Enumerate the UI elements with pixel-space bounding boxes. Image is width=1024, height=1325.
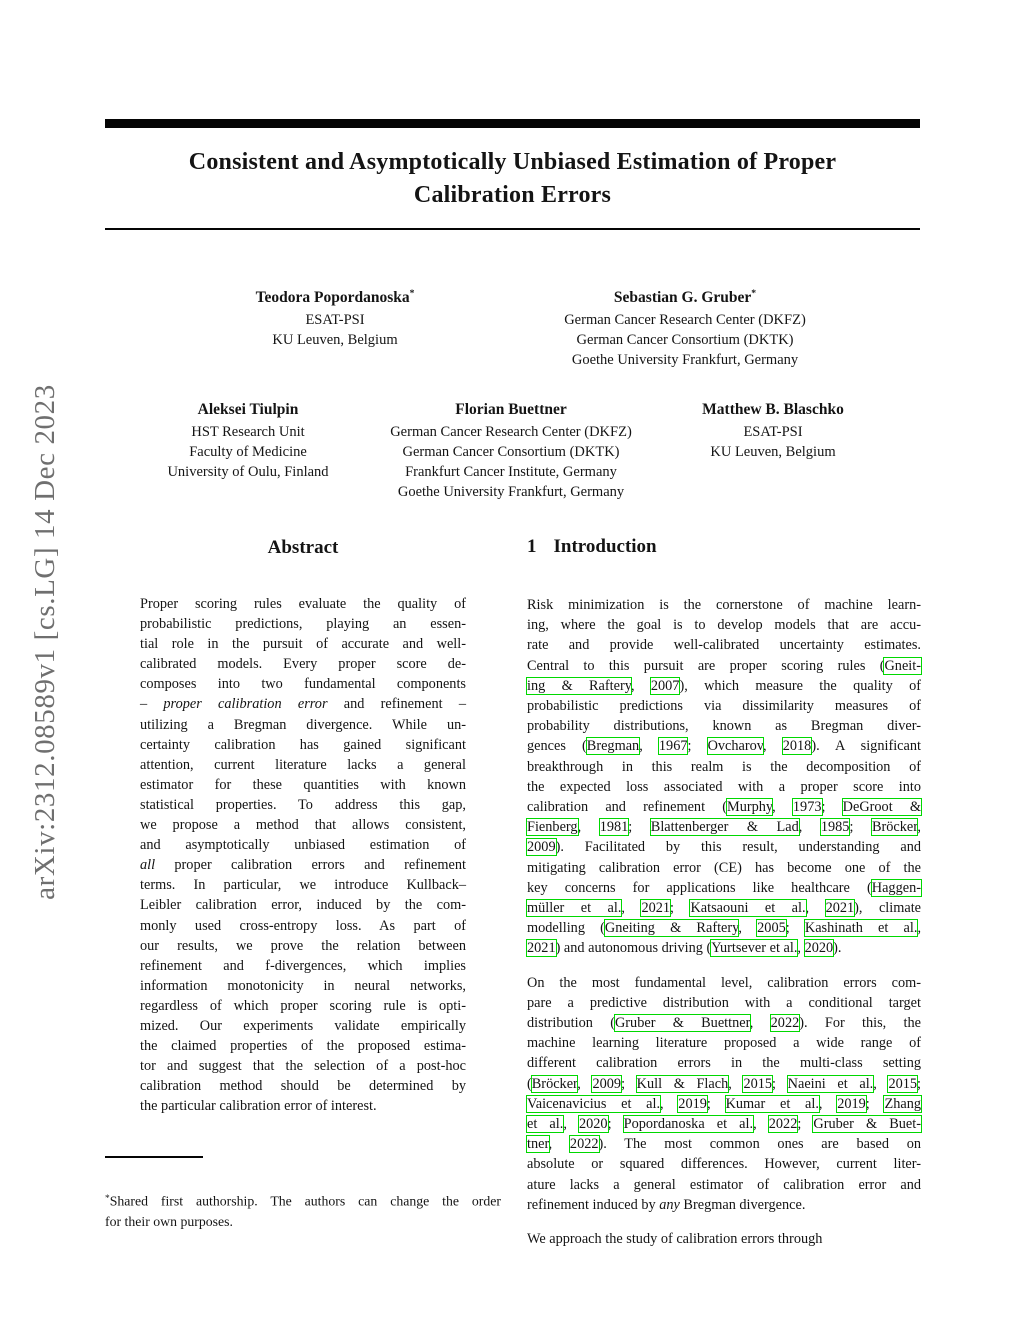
text-segment: ;	[687, 738, 708, 755]
citation-link[interactable]: Yurtsever et al.	[711, 940, 798, 957]
author-affiliation: ESAT-PSI	[743, 424, 803, 440]
text-line	[140, 835, 466, 855]
text-segment: and asymptotically unbiased estimation of	[140, 837, 466, 854]
citation-link[interactable]: 2019	[837, 1095, 866, 1112]
text-line	[527, 918, 921, 938]
citation-link[interactable]: 1973	[792, 799, 822, 816]
author-affiliation: Goethe University Frankfurt, Germany	[397, 484, 625, 500]
paragraph	[527, 973, 921, 1215]
citation-link[interactable]: Zhang	[884, 1095, 921, 1112]
text-line	[527, 817, 921, 837]
citation-link[interactable]: 1981	[599, 819, 629, 836]
author-affiliation: German Cancer Research Center (DKFZ)	[564, 312, 806, 329]
text-segment: Central to this pursuit are proper scoring rules (	[527, 657, 885, 674]
paper-title-line1: Consistent and Asymptotically Unbiased Estimation of Proper	[188, 149, 837, 175]
text-segment: ;	[821, 799, 843, 816]
text-line	[140, 996, 466, 1016]
author-affiliation: Faculty of Medicine	[189, 444, 307, 460]
text-segment: ,	[917, 920, 922, 937]
text-segment: all	[140, 857, 156, 874]
text-segment: ). A significant	[811, 738, 921, 755]
text-line	[140, 956, 466, 976]
text-line	[140, 614, 466, 634]
text-segment: ). The most common ones are based on	[598, 1136, 921, 1153]
text-segment: utilizing a Bregman divergence. While un-	[140, 716, 466, 733]
text-segment: our results, we prove the relation between	[140, 937, 466, 954]
text-segment: ;	[849, 819, 872, 836]
text-segment: machine learning literature proposed a wide range of	[527, 1035, 921, 1052]
text-segment: proper calibration errors and refinement	[155, 857, 466, 874]
text-segment: ), climate	[854, 900, 922, 917]
citation-link[interactable]: ing & Raftery	[527, 677, 631, 694]
text-segment: ,	[749, 1015, 771, 1032]
author-name: Matthew B. Blaschko	[702, 401, 844, 418]
text-segment: ,	[577, 1075, 593, 1092]
text-segment: tor and suggest that the selection of a post-hoc	[140, 1058, 466, 1075]
author-block	[118, 399, 378, 482]
text-segment: ,	[917, 819, 921, 836]
text-segment: information monotonicity in neural networks,	[140, 977, 466, 994]
text-segment: breakthrough in this realm is the decomposition of	[527, 758, 921, 775]
text-segment: ). For this, the	[799, 1015, 921, 1032]
introduction-body	[527, 595, 921, 1249]
arxiv-stamp: arXiv:2312.08589v1 [cs.LG] 14 Dec 2023	[29, 384, 61, 900]
text-line	[527, 1175, 921, 1195]
paragraph	[527, 1229, 921, 1249]
text-line	[527, 615, 921, 635]
citation-link[interactable]: 2009	[592, 1075, 622, 1092]
paper-title	[105, 146, 920, 212]
text-segment: terms. In particular, we introduce Kullback–	[140, 877, 466, 894]
text-line	[527, 1114, 921, 1134]
text-segment: ,	[577, 819, 600, 836]
text-segment: calibration and refinement (	[527, 799, 727, 816]
text-segment: absolute or squared differences. However, current liter-	[527, 1156, 921, 1173]
text-segment: the particular calibration error of interest.	[140, 1098, 377, 1115]
text-segment: Risk minimization is the cornerstone of machine learn-	[527, 597, 921, 613]
authors-row-2	[0, 399, 1024, 519]
citation-link[interactable]: Vaicenavicius et al.	[527, 1095, 661, 1112]
footnote-rule	[105, 1156, 203, 1158]
text-line	[140, 715, 466, 735]
text-segment: ;	[607, 1116, 624, 1133]
text-segment: calibration method should be determined by	[140, 1078, 466, 1095]
text-line	[140, 735, 466, 755]
citation-link[interactable]: et al.	[527, 1116, 564, 1133]
paper-title-line2: Calibration Errors	[413, 182, 612, 208]
text-line	[527, 1094, 921, 1114]
author-footnote-mark: *	[409, 288, 415, 299]
citation-link[interactable]: Naeini et al.	[787, 1075, 874, 1092]
text-segment: mized. Our experiments validate empirically	[140, 1017, 466, 1034]
citation-link[interactable]: Murphy	[727, 799, 773, 816]
text-segment: Leibler calibration error, induced by the com-	[140, 897, 466, 914]
text-segment: ature lacks a general estimator of calibration error and	[527, 1176, 921, 1193]
text-segment: refinement and f-divergences, which implies	[140, 957, 466, 974]
text-segment: ;	[772, 1075, 788, 1092]
citation-link[interactable]: DeGroot &	[842, 799, 921, 816]
citation-link[interactable]: 2005	[757, 920, 786, 937]
text-line	[527, 757, 921, 777]
citation-link[interactable]: Kull & Flach	[636, 1075, 729, 1092]
citation-link[interactable]: 2007	[650, 677, 680, 694]
citation-link[interactable]: tner	[527, 1136, 549, 1153]
text-segment: monly used cross-entropy loss. As part of	[140, 917, 466, 934]
text-line	[527, 878, 921, 898]
author-footnote-mark: *	[751, 288, 757, 299]
text-line	[527, 1195, 921, 1215]
text-segment: ,	[805, 900, 826, 917]
text-segment: ,	[873, 1075, 889, 1092]
text-segment: ), which measure the quality of	[679, 677, 922, 694]
title-separator-rule	[105, 228, 920, 230]
text-segment: ,	[728, 1075, 744, 1092]
text-line	[140, 1016, 466, 1036]
citation-link[interactable]: Gneit-	[884, 657, 921, 674]
text-segment: ;	[917, 1075, 922, 1092]
text-segment: probabilistic predictions via dissimilarity measures of	[527, 698, 921, 715]
citation-link[interactable]: Gneiting & Raftery	[604, 920, 739, 937]
text-segment: On the most fundamental level, calibration errors com-	[527, 974, 921, 991]
citation-link[interactable]: Popordanoska et al.	[623, 1116, 754, 1133]
text-segment: ).	[833, 940, 842, 957]
citation-link[interactable]: 2022	[768, 1116, 798, 1133]
author-affiliation: HST Research Unit	[191, 424, 305, 440]
citation-link[interactable]: 2020	[804, 940, 834, 957]
text-segment: –	[140, 696, 164, 713]
author-affiliation: Goethe University Frankfurt, Germany	[571, 352, 799, 369]
author-affiliation: ESAT-PSI	[305, 312, 365, 329]
citation-link[interactable]: Ovcharov	[707, 738, 764, 755]
text-line	[527, 1053, 921, 1073]
author-affiliation: KU Leuven, Belgium	[272, 332, 398, 349]
text-line	[140, 936, 466, 956]
text-line	[527, 898, 921, 918]
text-line	[527, 1229, 921, 1249]
text-segment: ,	[797, 940, 805, 957]
text-line	[140, 895, 466, 915]
text-line	[527, 635, 921, 655]
citation-link[interactable]: Katsaouni et al.	[690, 900, 806, 917]
text-segment: ;	[797, 1116, 814, 1133]
text-segment: Proper scoring rules evaluate the quality of	[140, 596, 466, 612]
text-line	[140, 654, 466, 674]
text-line	[527, 676, 921, 696]
text-line	[527, 696, 921, 716]
citation-link[interactable]: Bröcker	[531, 1075, 578, 1092]
text-segment: any	[659, 1196, 680, 1213]
citation-link[interactable]: Fienberg	[527, 819, 578, 836]
text-line	[527, 1134, 921, 1154]
introduction-heading	[527, 536, 921, 558]
text-segment: mitigating calibration error (CE) has become one of the	[527, 859, 921, 876]
author-affiliation: Frankfurt Cancer Institute, Germany	[405, 464, 617, 480]
author-block	[648, 399, 898, 462]
text-line	[527, 858, 921, 878]
text-segment: tial role in the pursuit of accurate and well-	[140, 636, 466, 653]
text-line	[140, 976, 466, 996]
text-segment: ;	[785, 920, 805, 937]
section-number: 1	[527, 536, 537, 557]
text-segment: the expected loss associated with a proper score into	[527, 778, 921, 795]
text-segment: probability distributions, known as Bregman diver-	[527, 718, 921, 735]
text-line	[527, 797, 921, 817]
text-segment: Shared first authorship. The authors can change the order	[109, 1193, 501, 1209]
text-segment: probabilistic predictions, playing an essen-	[140, 616, 466, 633]
citation-link[interactable]: müller et al.	[527, 900, 622, 917]
text-line	[527, 656, 921, 676]
abstract-heading: Abstract	[267, 537, 339, 558]
text-line	[140, 1056, 466, 1076]
text-line	[140, 815, 466, 835]
text-segment: ,	[738, 920, 758, 937]
text-segment: proper calibration error	[163, 696, 328, 713]
citation-link[interactable]: 2019	[678, 1095, 707, 1112]
text-segment: Bregman divergence.	[679, 1196, 806, 1213]
author-name: Sebastian G. Gruber*	[613, 288, 757, 307]
text-segment: gences (	[527, 738, 587, 755]
text-segment: ,	[818, 1095, 838, 1112]
text-line	[140, 594, 466, 614]
author-name: Florian Buettner	[455, 401, 567, 418]
text-segment: ,	[660, 1095, 679, 1112]
text-segment: ) and autonomous driving (	[555, 940, 712, 957]
text-segment: ,	[763, 738, 783, 755]
text-segment: modelling (	[527, 920, 605, 937]
text-line	[527, 716, 921, 736]
text-line	[527, 973, 921, 993]
citation-link[interactable]: Blattenberger & Lad	[650, 819, 799, 836]
text-segment: certainty calibration has gained significant	[140, 736, 466, 753]
text-segment: estimator for these quantities with known	[140, 776, 466, 793]
abstract-body	[140, 594, 466, 1116]
author-affiliation: German Cancer Research Center (DKFZ)	[390, 424, 632, 440]
text-segment: statistical properties. To address this gap,	[140, 796, 466, 813]
text-line	[527, 736, 921, 756]
text-segment: the claimed properties of the proposed estima-	[140, 1038, 466, 1055]
citation-link[interactable]: Haggen-	[871, 879, 921, 896]
text-segment: ,	[798, 819, 821, 836]
author-affiliation: KU Leuven, Belgium	[710, 444, 836, 460]
citation-link[interactable]: 1967	[658, 738, 688, 755]
text-line	[527, 993, 921, 1013]
text-line	[527, 1013, 921, 1033]
citation-link[interactable]: 2022	[770, 1015, 800, 1032]
text-line	[105, 1189, 501, 1212]
author-block	[356, 399, 666, 502]
authors-row-1	[0, 283, 1024, 383]
text-line	[140, 634, 466, 654]
citation-link[interactable]: 2021	[825, 900, 855, 917]
text-line	[527, 1154, 921, 1174]
text-line	[140, 916, 466, 936]
text-segment: pare a predictive distribution with a conditional target	[527, 994, 921, 1011]
text-segment: ;	[621, 1075, 637, 1092]
text-line	[527, 837, 921, 857]
text-segment: We approach the study of calibration errors through	[527, 1231, 823, 1248]
text-line	[105, 1212, 501, 1232]
text-segment: ing, where the goal is to develop models that are accu-	[527, 617, 921, 634]
text-line	[140, 674, 466, 694]
citation-link[interactable]: 2022	[569, 1136, 599, 1153]
text-segment: ,	[639, 738, 659, 755]
text-segment: key concerns for applications like healthcare (	[527, 879, 872, 896]
citation-link[interactable]: 2020	[578, 1116, 608, 1133]
citation-link[interactable]: Gruber & Buet-	[813, 1116, 921, 1133]
text-segment: rate and provide well-calibrated uncertainty estimates.	[527, 637, 921, 654]
text-segment: ;	[628, 819, 651, 836]
section-title: Introduction	[553, 536, 657, 557]
author-name: Aleksei Tiulpin	[197, 401, 299, 418]
citation-link[interactable]: Kumar et al.	[725, 1095, 819, 1112]
text-segment: ,	[563, 1116, 579, 1133]
text-segment: and refinement –	[327, 696, 466, 713]
text-segment: distribution (	[527, 1015, 615, 1032]
citation-link[interactable]: 2015	[888, 1075, 918, 1092]
paragraph	[527, 595, 921, 959]
text-segment: ;	[670, 900, 691, 917]
citation-link[interactable]: Gruber & Buettner	[614, 1015, 750, 1032]
text-line	[140, 1096, 466, 1116]
text-segment: different calibration errors in the multi-class setting	[527, 1055, 921, 1072]
author-affiliation: University of Oulu, Finland	[167, 464, 329, 480]
text-segment: ,	[548, 1136, 570, 1153]
text-segment: refinement induced by	[527, 1196, 660, 1213]
text-segment: ,	[621, 900, 642, 917]
citation-link[interactable]: 2018	[782, 738, 812, 755]
text-line	[527, 1033, 921, 1053]
top-rule	[105, 119, 920, 128]
text-segment: *	[105, 1194, 110, 1204]
citation-link[interactable]: 2021	[641, 900, 671, 917]
text-segment: regardless of which proper scoring rule is opti-	[140, 997, 466, 1014]
text-line	[527, 595, 921, 615]
text-line	[140, 875, 466, 895]
text-line	[140, 795, 466, 815]
citation-link[interactable]: 1985	[820, 819, 850, 836]
text-segment: attention, current literature lacks a general	[140, 756, 466, 773]
author-name: Teodora Popordanoska*	[255, 288, 415, 307]
author-block	[195, 283, 475, 350]
citation-link[interactable]: 2015	[743, 1075, 773, 1092]
text-line	[527, 1074, 921, 1094]
text-segment: ). Facilitated by this result, understanding and	[555, 839, 921, 856]
citation-link[interactable]: Bregman	[586, 738, 640, 755]
citation-link[interactable]: Bröcker	[871, 819, 918, 836]
text-segment: ,	[753, 1116, 769, 1133]
text-segment: composes into two fundamental components	[140, 676, 466, 693]
author-affiliation: German Cancer Consortium (DKTK)	[402, 444, 620, 460]
text-line	[140, 775, 466, 795]
text-line	[140, 855, 466, 875]
text-segment: ,	[630, 677, 651, 694]
author-affiliation: German Cancer Consortium (DKTK)	[576, 332, 794, 349]
text-segment: ,	[772, 799, 793, 816]
text-line	[140, 1036, 466, 1056]
text-segment: ;	[865, 1095, 885, 1112]
text-segment: ;	[706, 1095, 726, 1112]
text-segment: we propose a method that allows consistent,	[140, 817, 466, 834]
text-line	[140, 694, 466, 714]
text-line	[140, 1076, 466, 1096]
text-segment: for their own purposes.	[105, 1213, 233, 1229]
citation-link[interactable]: Kashinath et al.	[804, 920, 918, 937]
citation-link[interactable]: 2021	[527, 940, 556, 957]
author-block	[520, 283, 850, 370]
text-line	[527, 938, 921, 958]
text-segment: (	[527, 1075, 532, 1092]
text-line	[140, 755, 466, 775]
footnote	[105, 1189, 501, 1232]
text-segment: calibrated models. Every proper score de-	[140, 656, 466, 673]
text-line	[527, 777, 921, 797]
citation-link[interactable]: 2009	[527, 839, 556, 856]
paragraph	[140, 594, 466, 1116]
